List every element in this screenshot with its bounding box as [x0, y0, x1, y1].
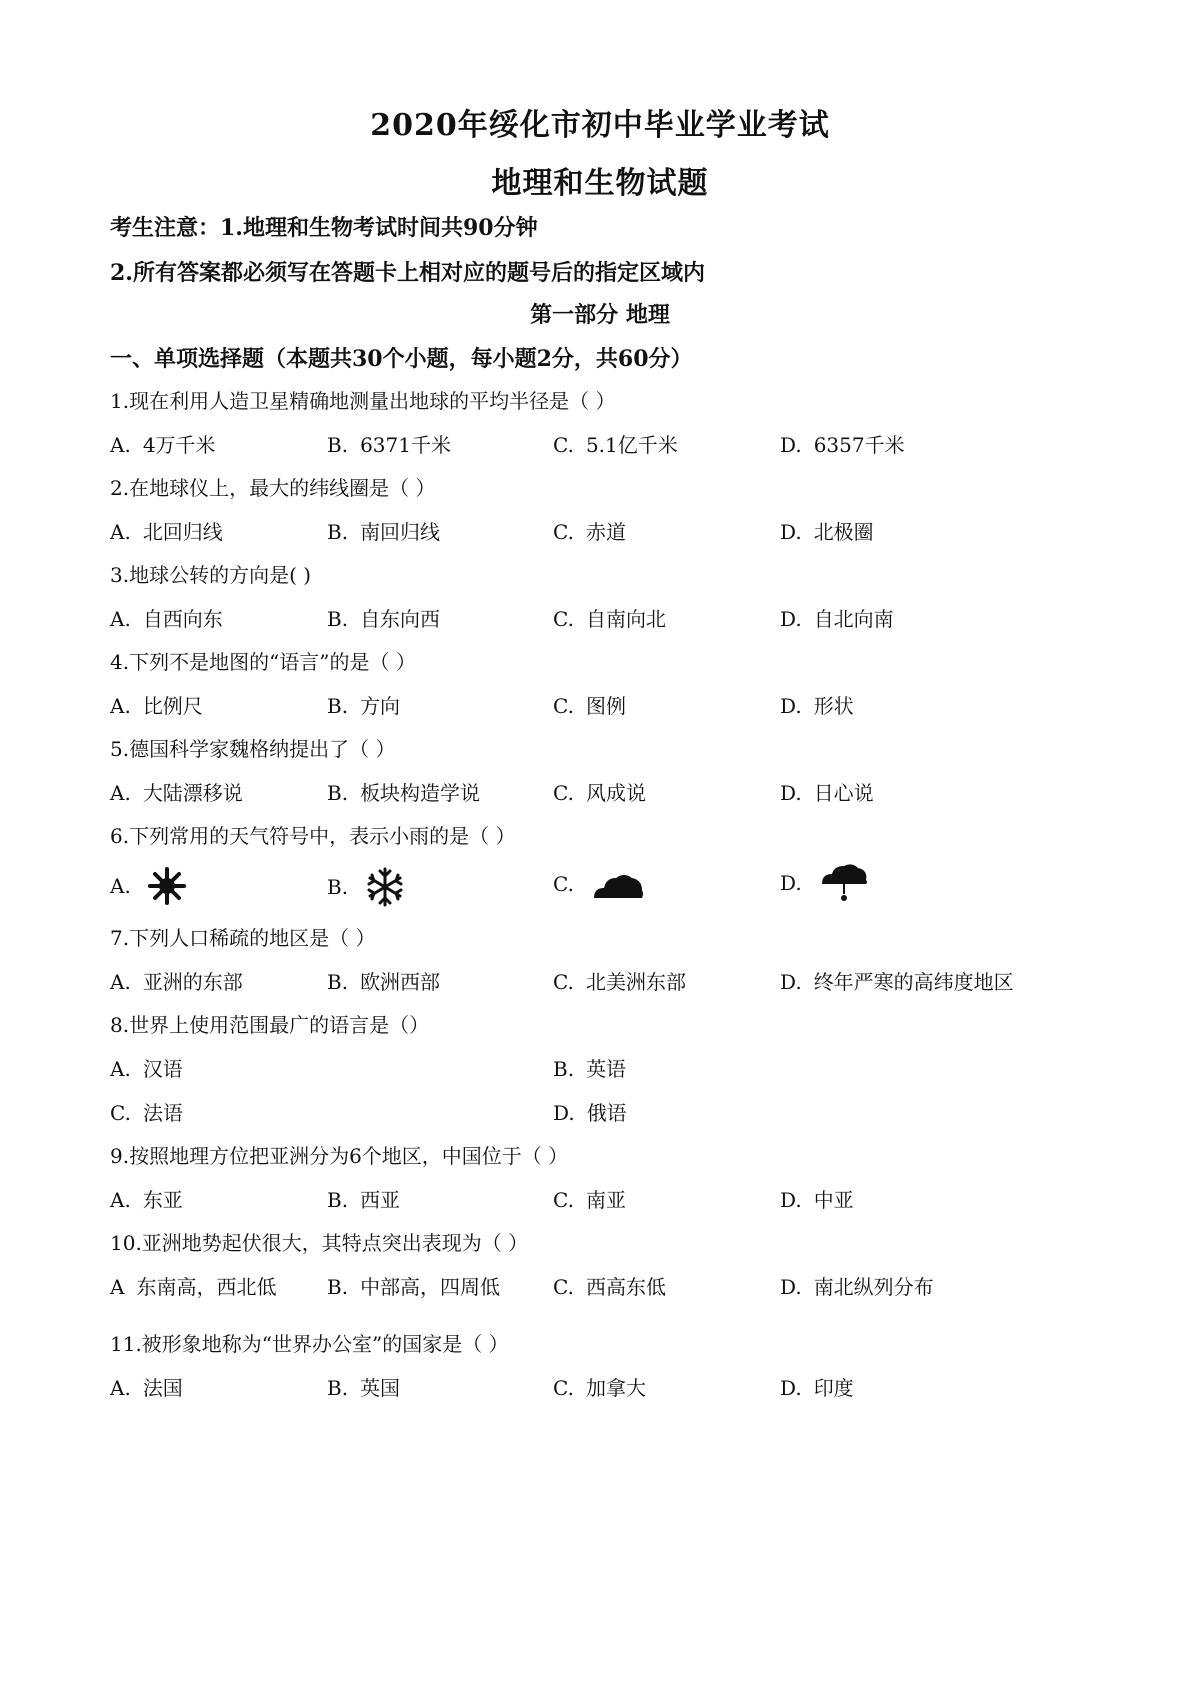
option-c [553, 516, 626, 545]
option-c [553, 603, 666, 632]
option-letter: B. [327, 1376, 349, 1400]
option-text: 4万千米 [142, 433, 216, 457]
option-text: 北极圈 [813, 520, 874, 544]
option-a [110, 966, 243, 995]
option-text: 5.1亿千米 [585, 433, 678, 457]
option-text: 自南向北 [585, 607, 666, 631]
option-a [110, 429, 216, 458]
option-letter: B. [327, 970, 349, 994]
option-letter: B. [327, 875, 349, 899]
option-a [110, 1372, 183, 1401]
option-c [553, 1271, 666, 1300]
option-d [780, 1184, 854, 1213]
options-q8-row1 [110, 1053, 1110, 1083]
option-text: 西亚 [360, 1188, 401, 1212]
option-text: 东亚 [142, 1188, 183, 1212]
option-letter: D. [780, 433, 802, 457]
option-letter: C. [553, 1188, 574, 1212]
option-text: 形状 [813, 694, 854, 718]
option-text: 图例 [585, 694, 626, 718]
option-text: 赤道 [585, 520, 626, 544]
option-d [780, 603, 894, 632]
option-d [780, 1372, 854, 1401]
option-letter: C. [553, 1376, 574, 1400]
option-text: 中部高，四周低 [360, 1275, 501, 1299]
option-letter: C. [553, 607, 574, 631]
option-letter: B. [327, 1275, 349, 1299]
option-b [327, 777, 480, 806]
option-b [327, 1271, 500, 1300]
option-letter: D. [780, 871, 802, 895]
option-text: 自北向南 [813, 607, 894, 631]
question-2: 2.在地球仪上，最大的纬线圈是（ ） [110, 476, 436, 500]
option-letter: C. [553, 781, 574, 805]
options-q6 [110, 860, 1110, 908]
option-letter: D. [780, 520, 802, 544]
option-text: 6357千米 [813, 433, 905, 457]
option-text: 自西向东 [142, 607, 223, 631]
option-text: 自东向西 [360, 607, 441, 631]
exam-title: 2020年绥化市初中毕业学业考试 [370, 108, 830, 143]
option-letter: A. [110, 694, 131, 718]
question-3: 3.地球公转的方向是( ) [110, 563, 312, 587]
option-d [780, 860, 870, 906]
option-letter: A. [110, 874, 131, 898]
option-b [553, 1053, 626, 1082]
question-5: 5.德国科学家魏格纳提出了（ ） [110, 737, 396, 761]
option-letter: A. [110, 607, 131, 631]
option-c [553, 429, 678, 458]
option-letter: C. [553, 970, 574, 994]
option-d [780, 516, 874, 545]
option-c [553, 966, 686, 995]
options-q4 [110, 690, 1110, 720]
question-4: 4.下列不是地图的“语言”的是（ ） [110, 650, 416, 674]
option-letter: A. [110, 1057, 131, 1081]
option-a [110, 777, 243, 806]
option-a [110, 690, 203, 719]
option-c [110, 1097, 183, 1126]
part-title: 第一部分 地理 [530, 302, 670, 328]
option-letter: A [110, 1275, 125, 1299]
exam-subtitle: 地理和生物试题 [491, 166, 709, 201]
option-letter: C. [553, 520, 574, 544]
options-q8-row2 [110, 1097, 1110, 1127]
option-c [553, 690, 626, 719]
options-q2 [110, 516, 1110, 546]
options-q9 [110, 1184, 1110, 1214]
option-letter: A. [110, 520, 131, 544]
option-a [110, 866, 187, 906]
option-letter: D. [780, 781, 802, 805]
option-text: 欧洲西部 [360, 970, 441, 994]
options-q7 [110, 966, 1110, 996]
option-letter: B. [327, 781, 349, 805]
option-text: 西高东低 [585, 1275, 666, 1299]
question-7: 7.下列人口稀疏的地区是（ ） [110, 926, 376, 950]
option-letter: D. [780, 1188, 802, 1212]
option-d [780, 690, 854, 719]
option-d [780, 429, 905, 458]
option-letter: C. [553, 433, 574, 457]
option-b [327, 603, 440, 632]
option-letter: C. [553, 872, 574, 896]
option-letter: B. [327, 433, 349, 457]
option-text: 比例尺 [142, 694, 203, 718]
light-rain-weather-icon [818, 860, 870, 906]
option-b [327, 429, 451, 458]
question-11: 11.被形象地称为“世界办公室”的国家是（ ） [110, 1332, 509, 1356]
snow-weather-icon [364, 866, 406, 908]
notice-line-1: 考生注意：1.地理和生物考试时间共90分钟 [110, 215, 538, 241]
option-d [553, 1097, 627, 1126]
option-text: 亚洲的东部 [142, 970, 243, 994]
option-letter: A. [110, 781, 131, 805]
option-b [327, 866, 406, 908]
question-6: 6.下列常用的天气符号中，表示小雨的是（ ） [110, 824, 516, 848]
option-text: 加拿大 [585, 1376, 646, 1400]
option-text: 法国 [142, 1376, 183, 1400]
options-q3 [110, 603, 1110, 633]
option-text: 北回归线 [142, 520, 223, 544]
option-letter: A. [110, 1376, 131, 1400]
option-letter: A. [110, 1188, 131, 1212]
option-text: 北美洲东部 [585, 970, 686, 994]
option-a [110, 603, 223, 632]
question-9: 9.按照地理方位把亚洲分为6个地区，中国位于（ ） [110, 1144, 569, 1168]
option-c [553, 1184, 626, 1213]
option-c [553, 1372, 646, 1401]
option-text: 方向 [360, 694, 401, 718]
option-text: 俄语 [586, 1101, 627, 1125]
option-text: 6371千米 [360, 433, 451, 457]
option-text: 南北纵列分布 [813, 1275, 934, 1299]
option-d [780, 1271, 934, 1300]
option-text: 中亚 [813, 1188, 854, 1212]
option-text: 终年严寒的高纬度地区 [813, 970, 1014, 994]
option-text: 风成说 [585, 781, 646, 805]
options-q1 [110, 429, 1110, 459]
option-b [327, 966, 440, 995]
option-b [327, 1372, 400, 1401]
option-a [110, 1053, 183, 1082]
option-b [327, 1184, 400, 1213]
option-text: 南回归线 [360, 520, 441, 544]
question-8: 8.世界上使用范围最广的语言是（） [110, 1013, 430, 1037]
option-letter: B. [327, 694, 349, 718]
option-letter: A. [110, 433, 131, 457]
section-title: 一、单项选择题（本题共30个小题，每小题2分，共60分） [110, 346, 693, 372]
option-letter: B. [553, 1057, 575, 1081]
option-letter: D. [780, 1275, 802, 1299]
option-letter: D. [780, 970, 802, 994]
option-text: 东南高，西北低 [136, 1275, 277, 1299]
question-10: 10.亚洲地势起伏很大，其特点突出表现为（ ） [110, 1231, 529, 1255]
option-letter: D. [780, 1376, 802, 1400]
cloudy-weather-icon [590, 866, 646, 902]
option-text: 南亚 [585, 1188, 626, 1212]
option-text: 汉语 [142, 1057, 183, 1081]
option-text: 印度 [813, 1376, 854, 1400]
notice-line-2: 2.所有答案都必须写在答题卡上相对应的题号后的指定区域内 [110, 260, 705, 286]
option-b [327, 516, 440, 545]
option-a [110, 1271, 276, 1300]
option-d [780, 966, 1014, 995]
option-text: 英语 [586, 1057, 627, 1081]
option-text: 英国 [360, 1376, 401, 1400]
option-c [553, 866, 646, 902]
option-letter: D. [780, 607, 802, 631]
option-text: 日心说 [813, 781, 874, 805]
options-q10 [110, 1271, 1110, 1301]
option-letter: B. [327, 607, 349, 631]
option-c [553, 777, 646, 806]
option-letter: C. [553, 694, 574, 718]
question-1: 1.现在利用人造卫星精确地测量出地球的平均半径是（ ） [110, 389, 616, 413]
options-q5 [110, 777, 1110, 807]
option-letter: C. [110, 1101, 131, 1125]
option-letter: C. [553, 1275, 574, 1299]
option-b [327, 690, 400, 719]
option-text: 大陆漂移说 [142, 781, 243, 805]
options-q11 [110, 1372, 1110, 1402]
option-letter: B. [327, 520, 349, 544]
option-letter: D. [780, 694, 802, 718]
option-d [780, 777, 874, 806]
sunny-weather-icon [147, 866, 187, 906]
option-a [110, 516, 223, 545]
option-letter: B. [327, 1188, 349, 1212]
option-text: 板块构造学说 [360, 781, 481, 805]
option-letter: A. [110, 970, 131, 994]
option-letter: D. [553, 1101, 575, 1125]
option-a [110, 1184, 183, 1213]
option-text: 法语 [142, 1101, 183, 1125]
